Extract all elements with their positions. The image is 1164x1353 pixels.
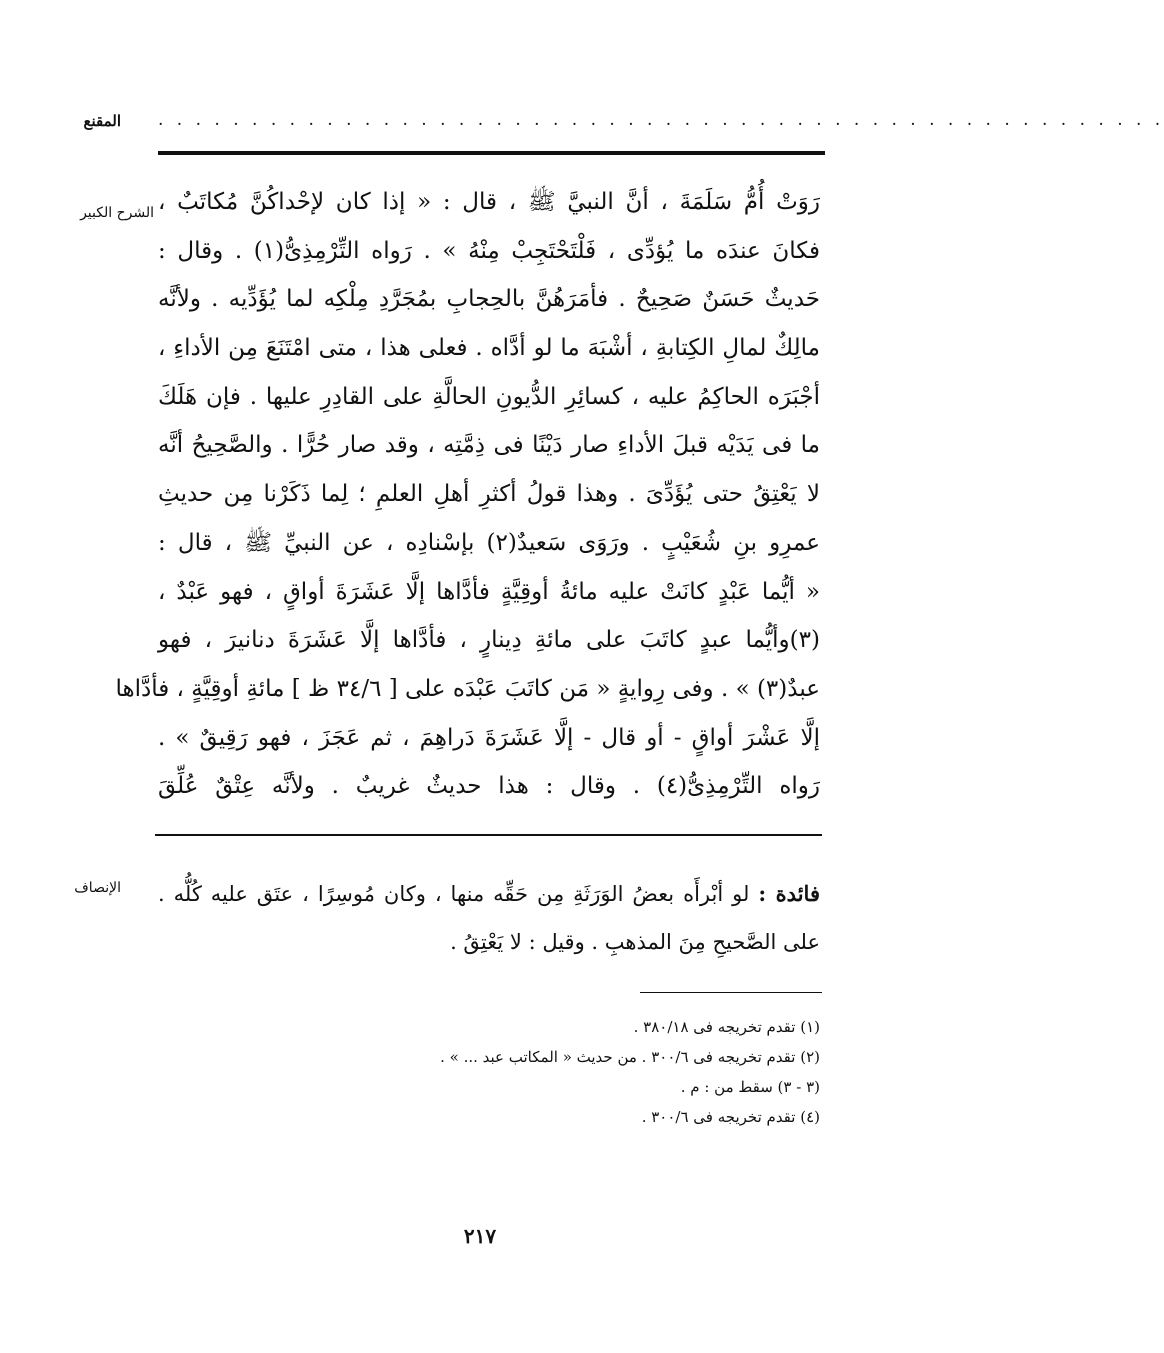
- section-label-insaf: الإنصاف: [74, 880, 121, 896]
- text-line: فكانَ عندَه ما يُؤدِّى ، فَلْتَحْتَجِبْ مِنْهُ » . رَواه التِّرْمِذِىُّ(١) . وقال :: [158, 237, 820, 264]
- text-line: (٣)وأيُّما عبدٍ كاتَبَ على مائةِ دِينارٍ ، فأدَّاها إلَّا عَشَرَةَ دنانيرَ ، فهو: [158, 627, 820, 654]
- text-line: أجْبَرَه الحاكِمُ عليه ، كسائِرِ الدُّيونِ الحالَّةِ على القادِرِ عليها . فإن هَلَكَ: [158, 383, 820, 410]
- insaf-line-rest: لو أبْرأَه بعضُ الوَرَثَةِ مِن حَقِّه منها ، وكان مُوسِرًا ، عتَق عليه كُلُّه .: [158, 882, 750, 906]
- insaf-line: [158, 870, 820, 918]
- text-line: رَوَتْ أُمُّ سَلَمَةَ ، أنَّ النبيَّ ﷺ ، قال : « إذا كان لإحْداكُنَّ مُكاتَبٌ ،: [158, 189, 820, 215]
- text-line: مالِكٌ لمالِ الكِتابةِ ، أشْبَهَ ما لو أدَّاه . فعلى هذا ، متى امْتَنَعَ مِن الأداءِ ،: [158, 335, 820, 362]
- section-label-sharh: الشرح الكبير: [80, 205, 154, 221]
- text-line: حَديثٌ حَسَنٌ صَحِيحٌ . فأمَرَهُنَّ بالحِجابِ بمُجَرَّدِ مِلْكِه لما يُؤَدِّيه . ولأنَّه: [158, 286, 820, 313]
- footnotes: [158, 1012, 820, 1132]
- text-line: عمرِو بنِ شُعَيْبٍ . ورَوَى سَعيدٌ(٢) بإسْنادِه ، عن النبيِّ ﷺ ، قال :: [158, 529, 820, 556]
- running-header-title: المقنع: [83, 112, 121, 130]
- footnote: (٤) تقدم تخريجه فى ٣٠٠/٦ .: [641, 1108, 820, 1126]
- page-number: ٢١٧: [463, 1224, 497, 1248]
- text-line: لا يَعْتِقُ حتى يُؤَدِّىَ . وهذا قولُ أكثرِ أهلِ العلمِ ؛ لِما ذَكَرْنا مِن حديثِ: [158, 481, 820, 508]
- header-dotted-leader: . . . . . . . . . . . . . . . . . . . . . . . . . . . . . . . . . . . . . . . . . . . . . . . . . . . . . .: [158, 110, 1164, 130]
- header-rule: [158, 151, 825, 155]
- footnote-rule: [640, 992, 822, 993]
- insaf-line: على الصَّحيحِ مِنَ المذهبِ . وقيل : لا يَعْتِقُ .: [450, 930, 820, 954]
- footnote: (١) تقدم تخريجه فى ٣٨٠/١٨ .: [633, 1018, 820, 1036]
- text-line: ما فى يَدَيْه قبلَ الأداءِ صار دَيْنًا فى ذِمَّتِه ، وقد صار حُرًّا . والصَّحِيحُ أنَّه: [158, 432, 820, 459]
- insaf-text: [158, 870, 820, 966]
- text-line: إلَّا عَشْرَ أواقٍ - أو قال - إلَّا عَشَرَةَ دَراهِمَ ، ثم عَجَزَ ، فهو رَقِيقٌ » .: [158, 724, 820, 751]
- text-line: رَواه التِّرْمِذِىُّ(٤) . وقال : هذا حديثٌ غريبٌ . ولأنَّه عِتْقٌ عُلِّقَ: [158, 773, 820, 800]
- text-line: « أيُّما عَبْدٍ كانَتْ عليه مائةُ أوقِيَّةٍ فأدَّاها إلَّا عَشَرَةَ أواقٍ ، فهو عَبْدٌ ،: [158, 578, 820, 605]
- section-divider: [155, 834, 822, 836]
- insaf-term: فائدة :: [758, 881, 820, 906]
- footnote: (٣ - ٣) سقط من : م .: [680, 1078, 820, 1096]
- footnote: (٢) تقدم تخريجه فى ٣٠٠/٦ . من حديث « المكاتب عبد ... » .: [440, 1048, 820, 1066]
- text-line: عبدٌ(٣) » . وفى رِوايةٍ « مَن كاتَبَ عَبْدَه على [ ٣٤/٦ ظ ] مائةِ أوقِيَّةٍ ، فأدَّاها: [115, 675, 820, 702]
